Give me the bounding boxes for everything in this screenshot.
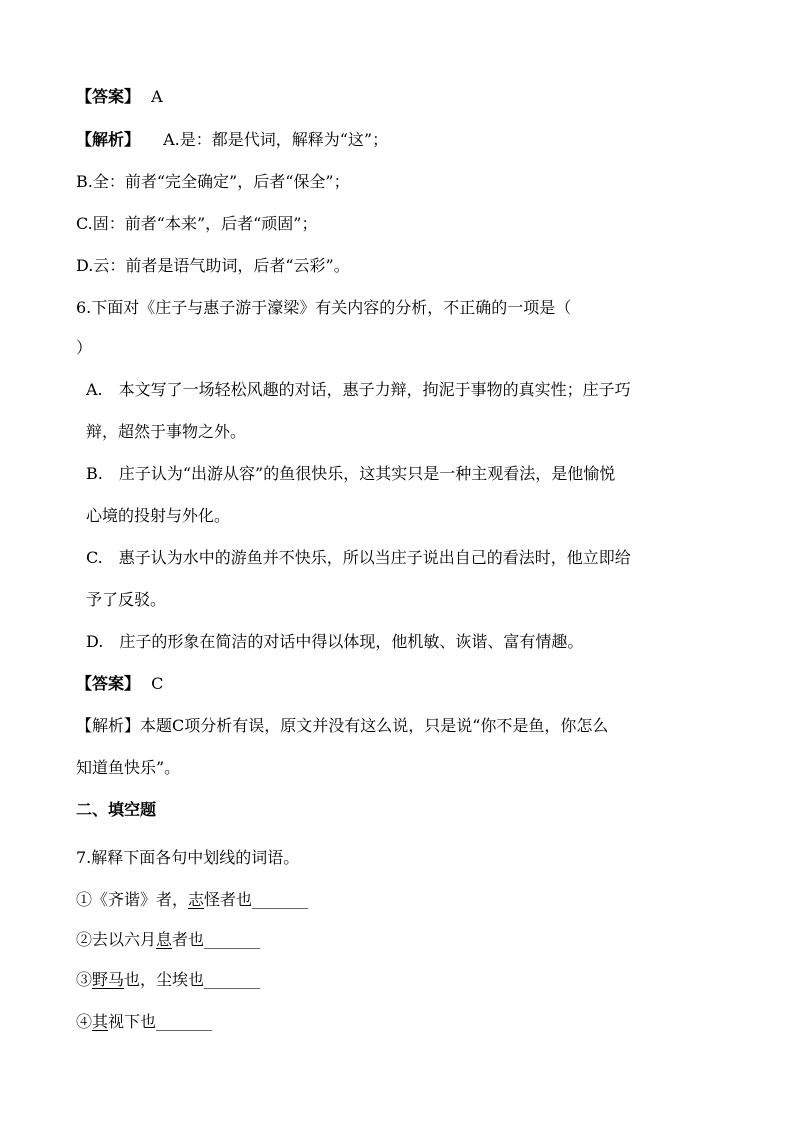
- q6-option-c-line2: 予了反驳。: [86, 590, 167, 609]
- q6-option-a-line2: 辩，超然于事物之外。: [86, 422, 247, 441]
- q6-option-a-line1: A. 本文写了一场轻松风趣的对话，惠子力辩，拘泥于事物的真实性；庄子巧: [86, 380, 631, 399]
- item-number: ④: [76, 1012, 93, 1031]
- item-text-post: 怪者也: [204, 890, 253, 909]
- q6-analysis-line1: 【解析】本题C项分析有误，原文并没有这么说，只是说“你不是鱼，你怎么: [76, 716, 609, 735]
- item-text-post: 也，尘埃也: [124, 970, 205, 989]
- q7-item-4: [76, 1010, 212, 1034]
- underlined-word: 志: [188, 890, 205, 909]
- item-number: ①: [76, 890, 93, 909]
- answer-label: 【答案】: [76, 674, 141, 693]
- q6-stem-line2: ）: [76, 338, 93, 357]
- analysis-label: 【解析】: [76, 130, 141, 149]
- answer-value: A: [151, 87, 163, 106]
- q6-answer-line: [76, 672, 163, 696]
- q7-item-2: [76, 928, 260, 952]
- item-number: ③: [76, 970, 93, 989]
- answer-blank[interactable]: _______: [252, 890, 309, 909]
- item-text-post: 视下也: [108, 1012, 157, 1031]
- analysis-option-a: A.是：都是代词，解释为“这”；: [163, 130, 389, 149]
- item-text-post: 者也: [172, 930, 205, 949]
- item-text-pre: 《齐谐》者，: [92, 890, 189, 909]
- q5-answer-line: [76, 85, 163, 109]
- analysis-option-c: C.固：前者“本来”，后者“顽固”；: [76, 214, 318, 233]
- q6-option-b-line2: 心境的投射与外化。: [86, 506, 231, 525]
- answer-blank[interactable]: _______: [204, 970, 261, 989]
- analysis-option-d: D.云：前者是语气助词，后者“云彩”。: [76, 256, 350, 275]
- analysis-option-b: B.全：前者“完全确定”，后者“保全”；: [76, 172, 350, 191]
- answer-blank[interactable]: _______: [156, 1012, 213, 1031]
- section-heading: 二、填空题: [76, 800, 157, 819]
- underlined-word: 息: [156, 930, 173, 949]
- answer-blank[interactable]: _______: [204, 930, 261, 949]
- q6-stem-line1: 6.下面对《庄子与惠子游于濠梁》有关内容的分析，不正确的一项是（: [76, 298, 572, 317]
- q6-option-d-line1: D. 庄子的形象在简洁的对话中得以体现，他机敏、诙谐、富有情趣。: [86, 632, 584, 651]
- item-number: ②: [76, 930, 93, 949]
- q7-item-1: [76, 888, 308, 912]
- q7-stem: 7.解释下面各句中划线的词语。: [76, 848, 300, 867]
- item-text-pre: 去以六月: [92, 930, 157, 949]
- q6-analysis-line2: 知道鱼快乐”。: [76, 758, 181, 777]
- underlined-word: 野马: [92, 970, 125, 989]
- q6-option-c-line1: C. 惠子认为水中的游鱼并不快乐，所以当庄子说出自己的看法时，他立即给: [86, 548, 631, 567]
- q6-option-b-line1: B. 庄子认为“出游从容”的鱼很快乐，这其实只是一种主观看法，是他愉悦: [86, 464, 616, 483]
- q7-item-3: [76, 968, 260, 992]
- q5-analysis-line: [76, 128, 388, 152]
- answer-label: 【答案】: [76, 87, 141, 106]
- underlined-word: 其: [92, 1012, 109, 1031]
- answer-value: C: [151, 674, 164, 693]
